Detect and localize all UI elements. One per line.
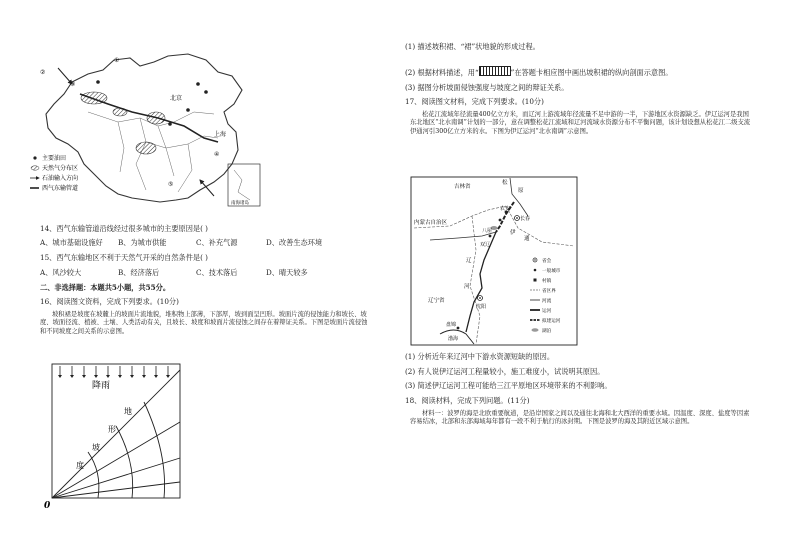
marker-5: ⑤ (168, 181, 174, 188)
svg-text:一般城市: 一般城市 (542, 269, 561, 274)
rain-label: 降雨 (92, 381, 111, 391)
svg-text:通: 通 (524, 236, 530, 242)
legend-gas: 天然气分布区 (42, 165, 79, 172)
q16-sub2: (2) 根据材料描述，用“ ”在答题卡相应图中画出坡积裙的纵向剖面示意图。 (405, 68, 673, 77)
slope-char-3: 坡 (92, 443, 100, 452)
svg-text:沈阳: 沈阳 (476, 304, 487, 310)
svg-text:村镇: 村镇 (542, 279, 552, 284)
marker-4: ④ (214, 151, 220, 158)
svg-text:河: 河 (464, 284, 470, 290)
marker-2: ② (40, 69, 46, 76)
q14-option-d[interactable]: D、改善生态环境 (266, 238, 323, 247)
gas-area-sichuan (136, 142, 156, 154)
q18-text: 材料一：波罗的海是北欧重要航道，是沿岸国家之间以及通往北海和北大西洋的重要水域。因温度、深度、盐度等因素容易结冰，北部和东部海域每年都有一段不利于航行的冰封期。下图是波罗的海及其附近区域示意图。 (410, 410, 750, 426)
svg-text:原: 原 (518, 188, 524, 194)
q17-sub1: (1) 分析近年来辽河中下游水资源短缺的原因。 (405, 352, 555, 361)
q15-option-a[interactable]: A、风沙较大 (40, 268, 82, 277)
svg-text:拟建运河: 拟建运河 (542, 319, 561, 324)
svg-text:双辽: 双辽 (480, 242, 491, 248)
q17-sub3: (3) 简述伊辽运河工程可能给三江平原地区环境带来的不利影响。 (405, 381, 612, 390)
svg-text:吉林省: 吉林省 (454, 184, 471, 190)
svg-text:运河: 运河 (542, 309, 552, 314)
svg-text:省会: 省会 (542, 259, 552, 264)
q14-option-a[interactable]: A、城市基础设施好 (40, 238, 103, 247)
q16-sub3: (3) 据图分析坡面侵蚀强度与坡度之间的辩证关系。 (405, 83, 569, 92)
svg-text:河流: 河流 (542, 299, 552, 304)
svg-text:伊: 伊 (510, 230, 516, 236)
svg-text:辽: 辽 (466, 258, 472, 264)
q16-sub1: (1) 描述坡积裙、“裙”状地貌的形成过程。 (405, 42, 540, 51)
slope-char-4: 度 (76, 461, 84, 470)
chart-origin: 0 (44, 501, 51, 511)
q15-option-d[interactable]: D、晴天较多 (266, 268, 308, 277)
q14-option-c[interactable]: C、补充气源 (196, 238, 238, 247)
marker-1: ① (114, 57, 120, 64)
label-beijing: 北京 (170, 95, 183, 102)
legend-oil-import: 石油输入方向 (42, 175, 79, 182)
south-china-sea-inset (228, 164, 260, 206)
svg-text:湖泊: 湖泊 (542, 329, 552, 334)
svg-text:辽宁省: 辽宁省 (428, 298, 445, 304)
q15-stem: 15、西气东输地区不利于天然气开采的自然条件是( ) (40, 253, 208, 262)
q17-sub2: (2) 有人说伊辽运河工程量较小，施工难度小，试说明其原因。 (405, 367, 605, 376)
q18-stem: 18、阅读材料，完成下列问题。(11分) (405, 396, 530, 405)
svg-text:盘锦: 盘锦 (446, 322, 457, 328)
q14-stem: 14、西气东输管道沿线经过很多城市的主要原因是( ) (40, 224, 208, 233)
china-map-figure (28, 52, 280, 214)
q16-text: 坡积裙是坡度在坡麓上的坡面片流地貌，堆积物上部薄，下部厚，坡到面呈凹形。坡面片流的侵蚀能力和坡长、坡度、坡面径流、植被、土壤、人类活动有关，且坡长、坡度和坡面片流侵蚀之间存在着辩证关系。下图是坡面片流侵蚀和不同坡度之间关系的示意图。 (40, 311, 368, 335)
section-2-heading: 二、非选择题：本题共5小题，共55分。 (40, 283, 171, 292)
slope-erosion-chart (44, 362, 192, 512)
svg-text:松: 松 (502, 180, 508, 186)
label-shanghai: 上海 (214, 131, 227, 138)
q16-stem: 16、阅读图文资料，完成下列要求。(10分) (40, 297, 179, 306)
svg-text:农安: 农安 (500, 206, 511, 212)
svg-text:渤海: 渤海 (448, 336, 459, 342)
q17-stem: 17、阅读图文材料，完成下列要求。(10分) (405, 97, 544, 106)
slope-char-1: 地 (124, 407, 132, 416)
slope-char-2: 形 (108, 425, 116, 434)
q15-option-b[interactable]: B、经济落后 (118, 268, 160, 277)
q17-text: 松花江流域年径流量400亿立方米，而辽河上游流域年径流量不足中游的一半，下游地区水资源缺乏。伊辽运河是我国东北地区“北水南调”计划的一部分，意在调整松花江流域和辽河流域水资源分布不平衡问题，该计划设想从松花江二级支流伊通河引300亿立方米的水。下图为伊辽运河“北水南调”示意图。 (410, 111, 751, 135)
q14-option-b[interactable]: B、为城市供能 (118, 238, 167, 247)
svg-text:八屋: 八屋 (482, 228, 493, 234)
q15-option-c[interactable]: C、技术落后 (196, 268, 238, 277)
marker-3: ③ (70, 81, 76, 88)
legend-oilfield: 主要油田 (42, 155, 67, 162)
hatch-symbol (479, 66, 511, 76)
svg-text:内蒙古自治区: 内蒙古自治区 (414, 220, 448, 226)
svg-text:长春: 长春 (520, 216, 531, 222)
svg-text:省区界: 省区界 (542, 289, 556, 294)
legend-pipeline: 西气东输管道 (42, 185, 79, 192)
yiliao-canal-map (410, 176, 578, 346)
svg-text:南海诸岛: 南海诸岛 (231, 201, 249, 206)
